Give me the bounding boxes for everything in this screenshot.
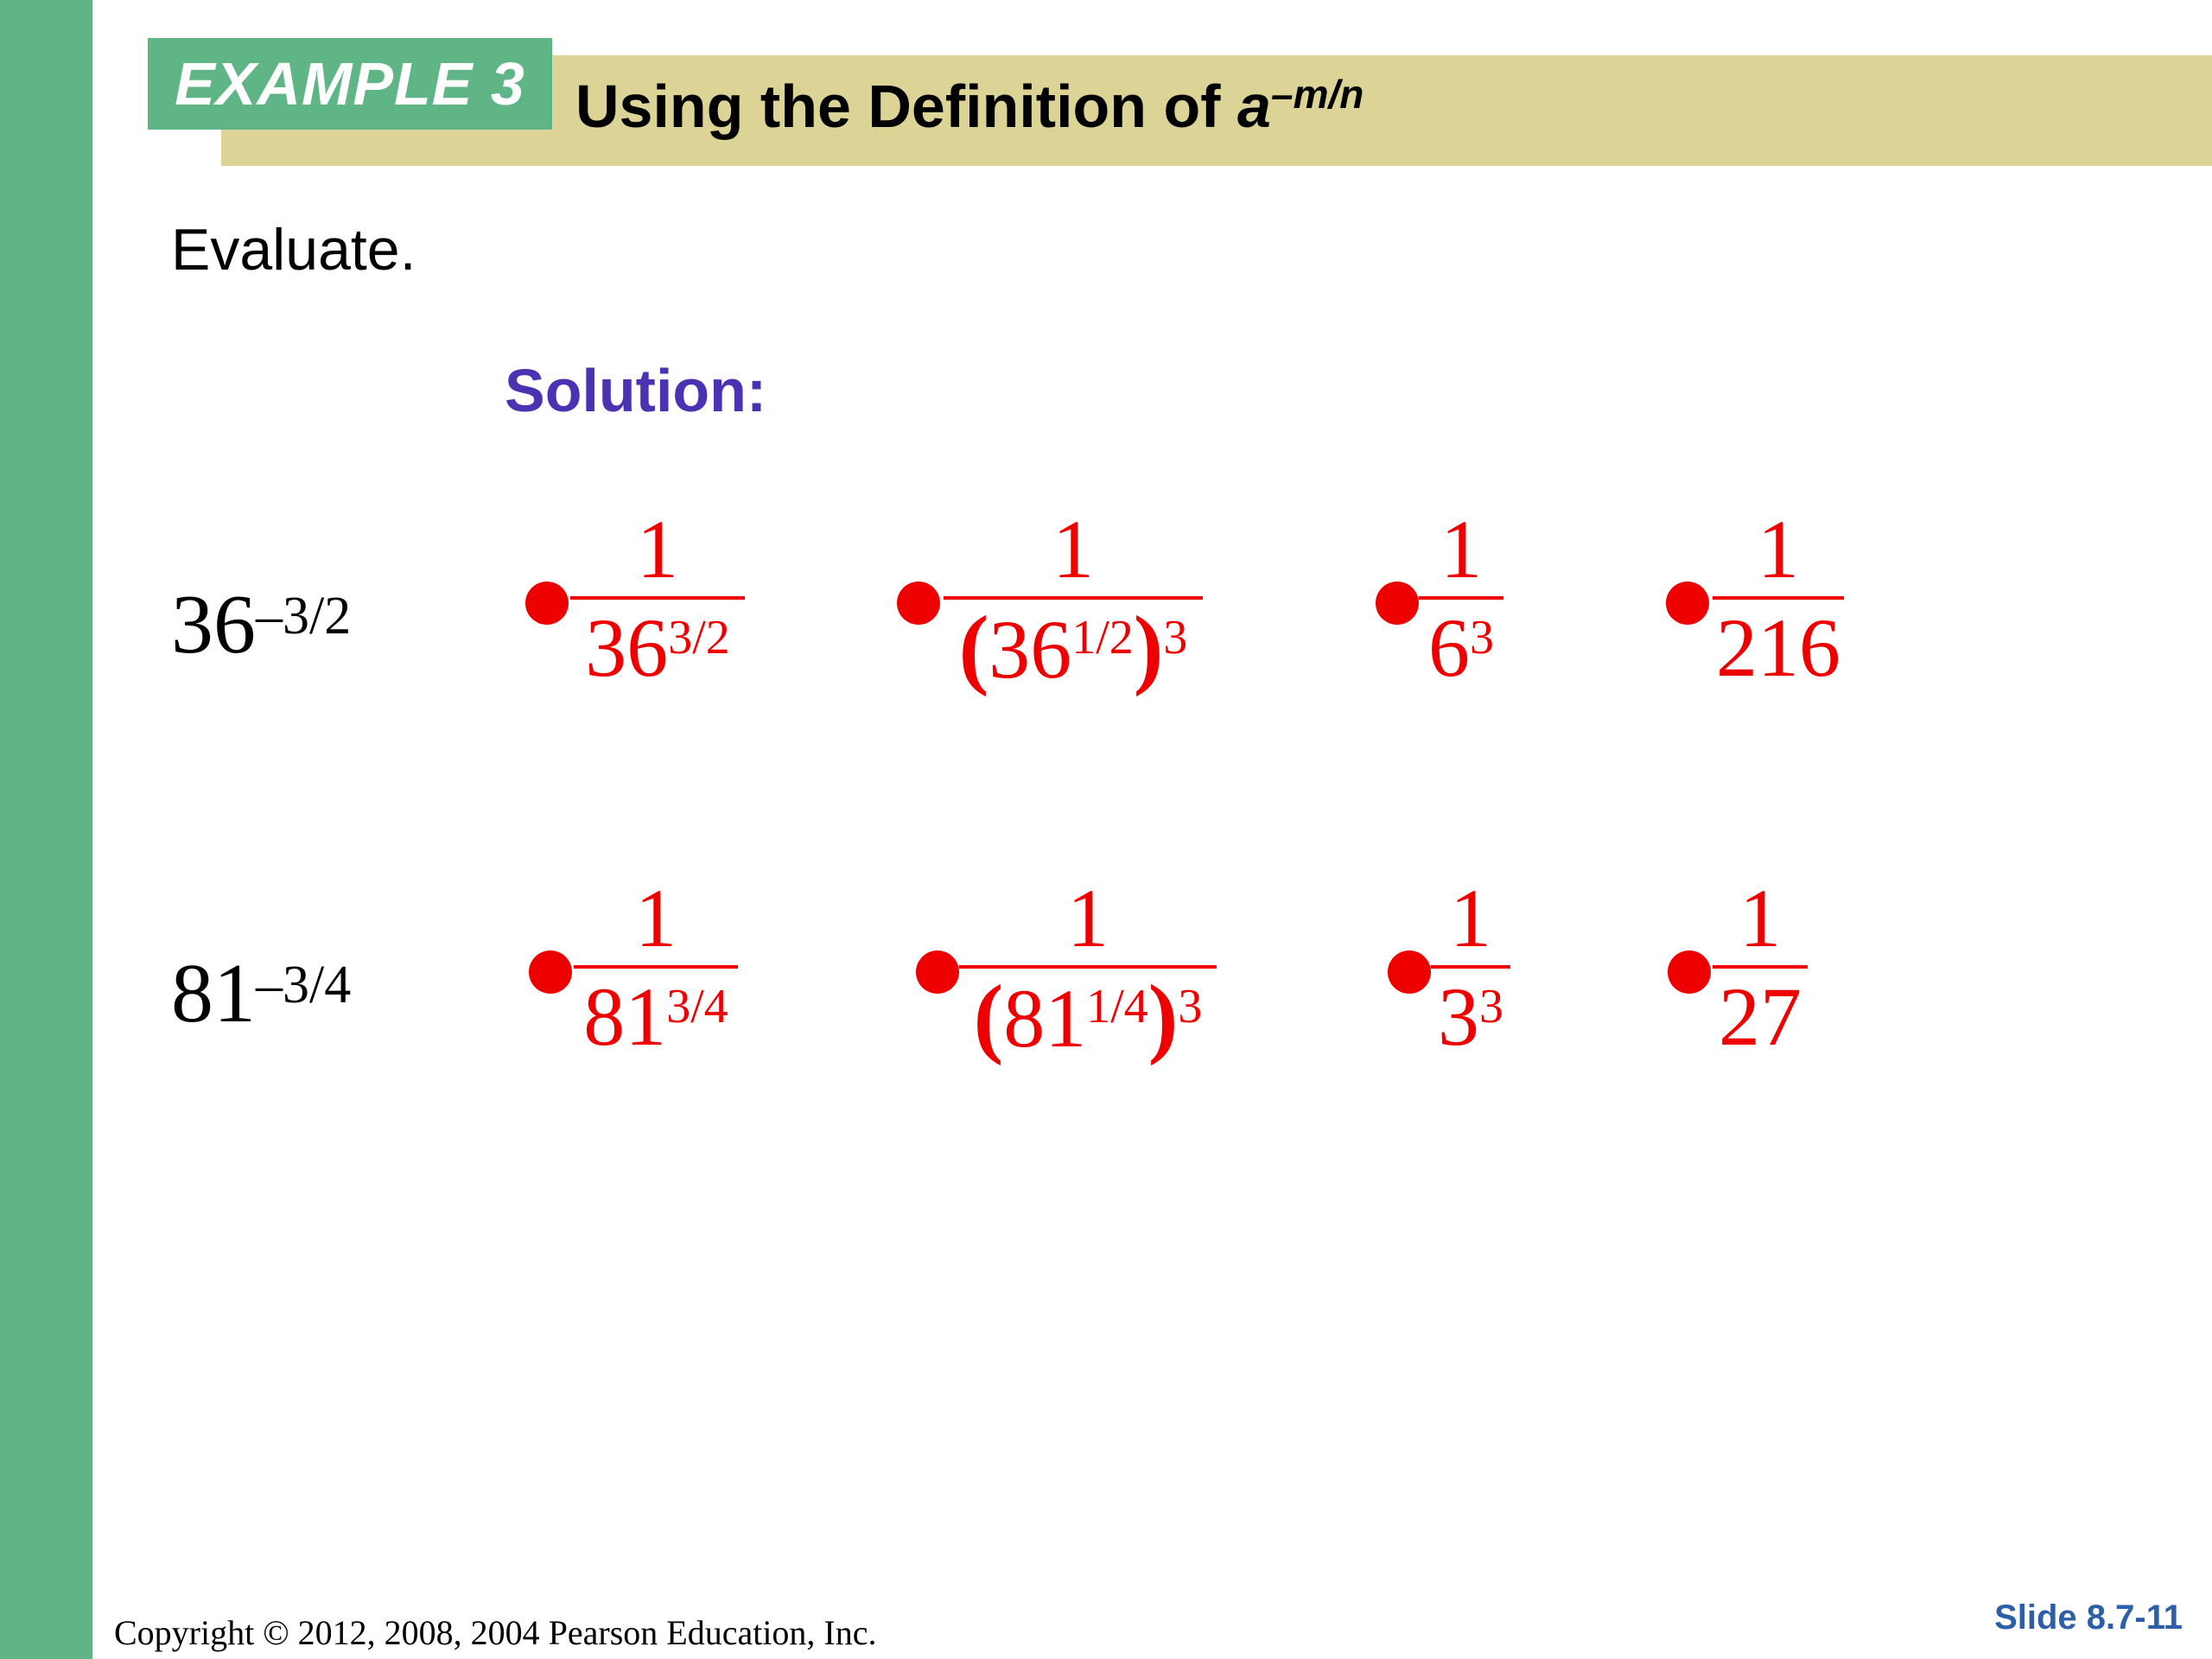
step-fraction — [1713, 872, 1808, 1063]
equals-bullet — [1388, 950, 1431, 994]
inner-exponent: 1/4 — [1086, 980, 1148, 1033]
denominator-exponent: 3 — [1479, 980, 1503, 1033]
left-accent-bar — [0, 0, 92, 1659]
title-variable: a — [1237, 73, 1271, 140]
equals-bullet — [529, 950, 572, 994]
title-prefix: Using the Definition of — [575, 73, 1238, 140]
denominator-exponent: 3 — [1470, 611, 1494, 664]
inner-exponent: 1/2 — [1071, 611, 1134, 664]
fraction-numerator: 1 — [1739, 872, 1781, 964]
example-label: EXAMPLE 3 — [148, 38, 552, 130]
fraction-numerator: 1 — [1052, 503, 1094, 595]
instruction-text: Evaluate. — [171, 217, 416, 283]
right-paren: ) — [1133, 598, 1164, 697]
step-fraction — [574, 872, 738, 1063]
fraction-denominator — [1713, 600, 1844, 694]
denominator-base: 81 — [583, 970, 667, 1063]
equals-bullet — [1668, 950, 1711, 994]
slide-title — [575, 67, 1363, 145]
fraction-numerator: 1 — [1440, 503, 1482, 595]
step-fraction — [959, 872, 1217, 1066]
left-paren: ( — [973, 967, 1004, 1066]
fraction-denominator — [959, 967, 1217, 1066]
left-paren: ( — [958, 598, 989, 697]
denominator-base: 6 — [1428, 601, 1470, 694]
fraction-denominator — [1713, 969, 1808, 1063]
problem-exponent: –3/4 — [256, 956, 352, 1014]
problem-2-expression — [171, 946, 351, 1041]
fraction-denominator — [1431, 969, 1510, 1063]
problem-base: 36 — [171, 578, 256, 671]
fraction-denominator — [570, 600, 745, 694]
equals-bullet — [1376, 582, 1419, 625]
fraction-denominator — [1419, 600, 1503, 694]
denominator-base: 81 — [1003, 972, 1087, 1065]
denominator-base: 3 — [1438, 970, 1479, 1063]
step-fraction — [1713, 503, 1844, 694]
problem-exponent: –3/2 — [256, 587, 352, 645]
fraction-numerator: 1 — [635, 872, 677, 964]
equals-bullet — [897, 582, 940, 625]
denominator-base: 36 — [585, 601, 669, 694]
fraction-numerator: 1 — [637, 503, 678, 595]
title-exponent: –m/n — [1270, 72, 1364, 117]
problem-1-expression — [171, 577, 351, 672]
step-fraction — [1431, 872, 1510, 1063]
equals-bullet — [1666, 582, 1709, 625]
fraction-numerator: 1 — [1067, 872, 1109, 964]
denominator-exponent: 3/2 — [668, 611, 730, 664]
equals-bullet — [916, 950, 959, 994]
step-fraction — [1419, 503, 1503, 694]
denominator-base: 27 — [1719, 970, 1802, 1063]
denominator-base: 36 — [988, 603, 1072, 696]
fraction-denominator — [944, 598, 1203, 697]
solution-label: Solution: — [505, 357, 767, 424]
fraction-numerator: 1 — [1450, 872, 1491, 964]
equals-bullet — [525, 582, 569, 625]
copyright-notice: Copyright © 2012, 2008, 2004 Pearson Education, Inc. — [114, 1613, 877, 1652]
outer-exponent: 3 — [1163, 611, 1188, 664]
slide-number: Slide 8.7-11 — [1994, 1599, 2183, 1637]
fraction-denominator — [574, 969, 738, 1063]
denominator-base: 216 — [1716, 601, 1840, 694]
step-fraction — [944, 503, 1203, 697]
outer-exponent: 3 — [1178, 980, 1203, 1033]
denominator-exponent: 3/4 — [666, 980, 728, 1033]
right-paren: ) — [1147, 967, 1179, 1066]
problem-base: 81 — [171, 947, 256, 1040]
step-fraction — [570, 503, 745, 694]
fraction-numerator: 1 — [1758, 503, 1799, 595]
